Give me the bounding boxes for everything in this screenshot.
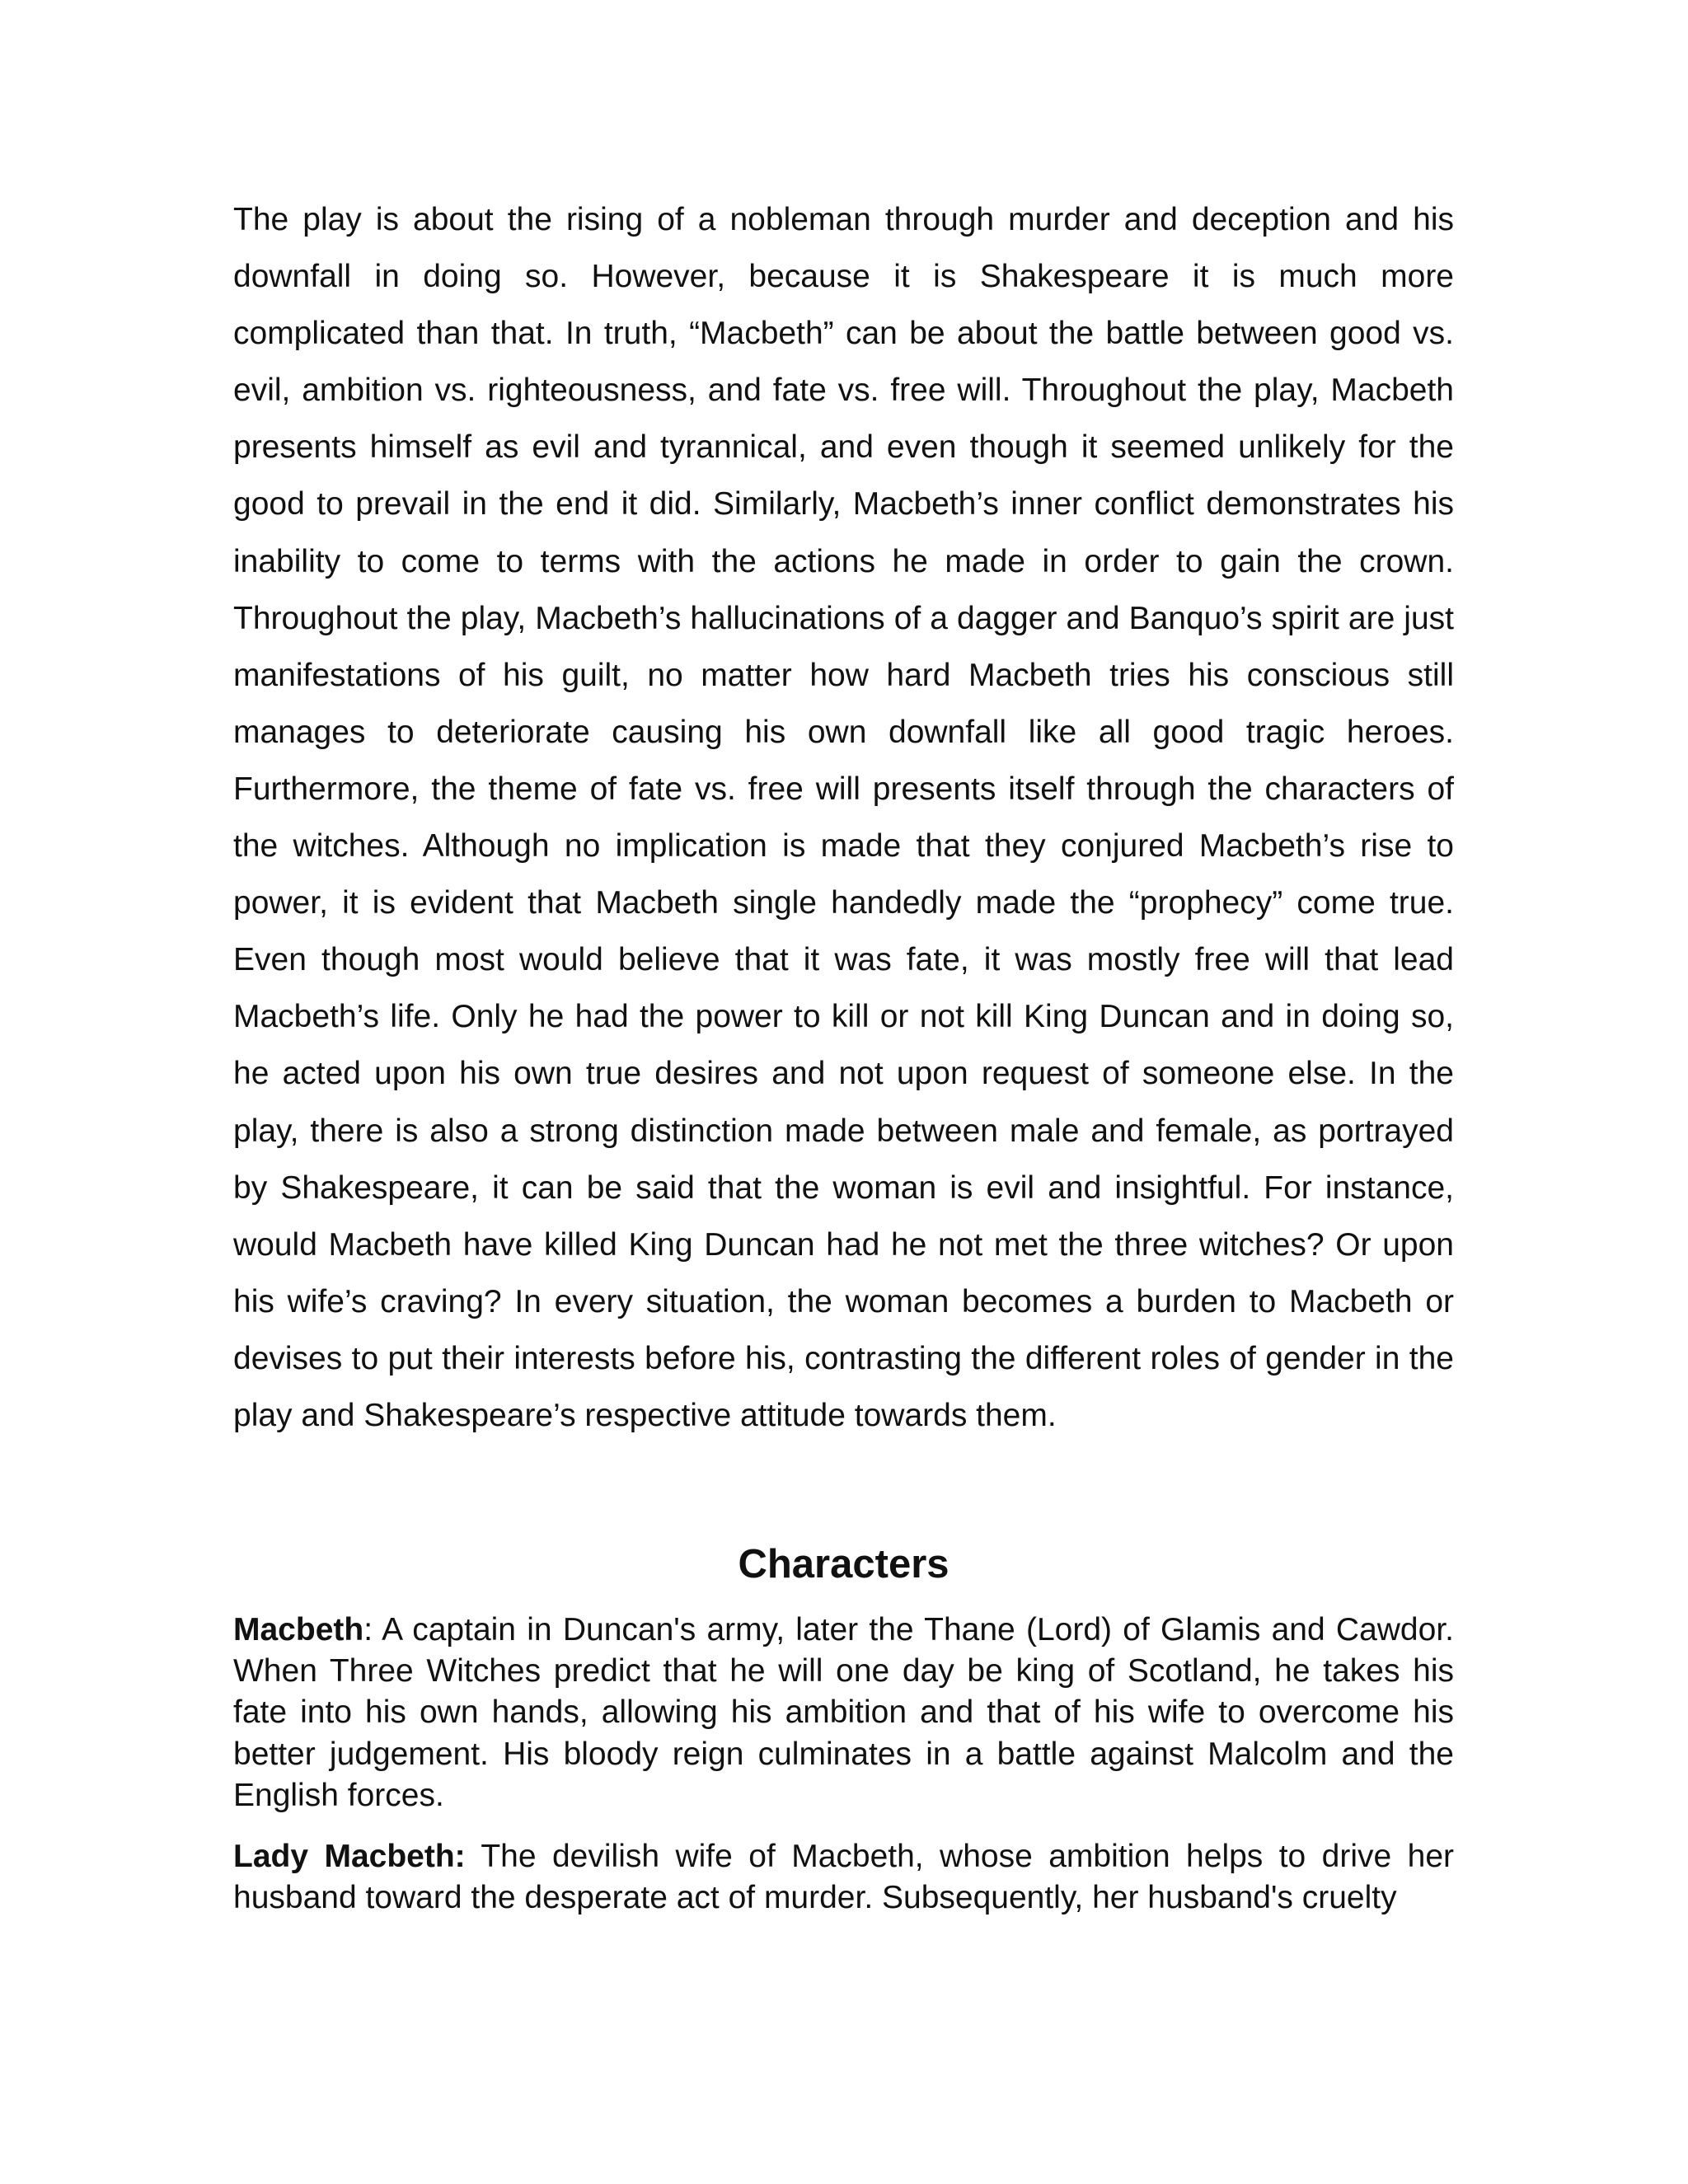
intro-paragraph: The play is about the rising of a nobleman through murder and deception and his downfall in doing so. However, because it is Shakespeare it is much more complicated than that. In truth, “Macbeth” can be about the battle between good vs. evil, ambition vs. righteousness, and fate vs. free will. Throughout the play, Macbeth presents himself as evil and tyrannical, and even though it seemed unlikely for the good to prevail in the end it did. Similarly, Macbeth’s inner conflict demonstrates his inability to come to terms with the actions he made in order to gain the crown. Throughout the play, Macbeth’s hallucinations of a dagger and Banquo’s spirit are just manifestations of his guilt, no matter how hard Macbeth tries his conscious still manages to deteriorate causing his own downfall like all good tragic heroes. Furthermore, the theme of fate vs. free will presents itself through the characters of the witches. Although no implication is made that they conjured Macbeth’s rise to power, it is evident that Macbeth single handedly made the “prophecy” come true. Even though most would believe that it was fate, it was mostly free will that lead Macbeth’s life. Only he had the power to kill or not kill King Duncan and in doing so, he acted upon his own true desires and not upon request of someone else. In the play, there is also a strong distinction made between male and female, as portrayed by Shakespeare, it can be said that the woman is evil and insightful. For instance, would Macbeth have killed King Duncan had he not met the three witches? Or upon his wife’s craving? In every situation, the woman becomes a burden to Macbeth or devises to put their interests before his, contrasting the different roles of gender in the play and Shakespeare’s respective attitude towards them.: [233, 202, 1454, 1433]
character-name: Lady Macbeth:: [233, 1839, 466, 1875]
character-description: A captain in Duncan's army, later the Thane (Lord) of Glamis and Cawdor. When Three Witches predict that he will one day be king of Scotland, he takes his fate into his own hands, allowing his ambition and that of his wife to overcome his better judgement. His bloody reign culminates in a battle against Malcolm and the English forces.: [233, 1612, 1454, 1813]
character-entry-lady-macbeth: [233, 1836, 1454, 1919]
character-description: The devilish wife of Macbeth, whose ambition helps to drive her husband toward the desperate act of murder. Subsequently, her husband's cruelty: [233, 1839, 1454, 1916]
character-name-separator: :: [363, 1612, 373, 1647]
section-heading-characters: Characters: [738, 1542, 950, 1586]
character-name: Macbeth: [233, 1612, 364, 1647]
characters-list: [233, 1610, 1454, 1938]
character-entry-macbeth: [233, 1610, 1454, 1816]
